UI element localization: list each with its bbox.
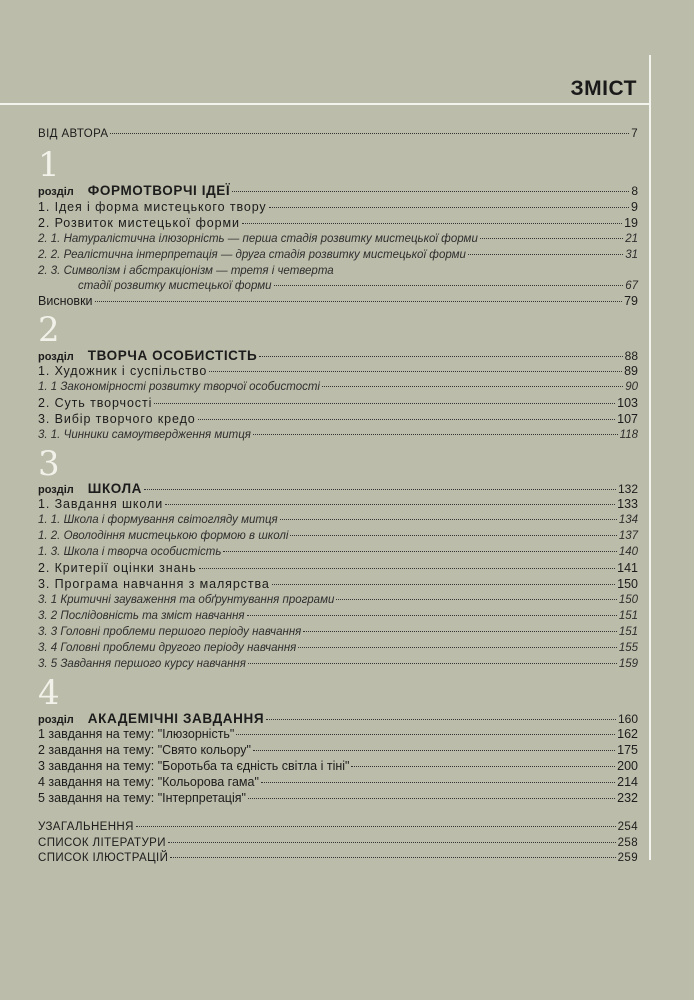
entry-page: 134 (618, 514, 638, 526)
dot-leader (280, 519, 617, 520)
section-numeral: 1 (38, 145, 60, 185)
section-numeral: 2 (38, 310, 60, 350)
toc-entry[interactable] (38, 775, 638, 790)
entry-page: 89 (624, 364, 638, 378)
toc-subentry[interactable] (38, 545, 638, 560)
toc-subentry[interactable] (38, 264, 638, 279)
entry-page: 150 (618, 594, 638, 606)
entry-text: 3. Вибір творчого кредо (38, 412, 196, 426)
dot-leader (170, 857, 615, 858)
dot-leader (322, 386, 623, 387)
toc-entry-intro[interactable] (38, 127, 638, 142)
toc-entry-closing[interactable] (38, 836, 638, 851)
dot-leader (136, 826, 616, 827)
dot-leader (236, 734, 615, 735)
dot-leader (248, 798, 615, 799)
table-of-contents (38, 0, 638, 1000)
dot-leader (95, 301, 623, 302)
entry-page: 21 (625, 233, 638, 245)
entry-page: 19 (624, 216, 638, 230)
toc-subentry[interactable] (38, 609, 638, 624)
entry-page: 107 (617, 412, 638, 426)
toc-subentry[interactable] (38, 593, 638, 608)
dot-leader (480, 238, 623, 239)
entry-text: 1. Художник і суспільство (38, 364, 208, 378)
dot-leader (303, 631, 616, 632)
toc-subentry[interactable] (38, 232, 638, 247)
dot-leader (290, 535, 616, 536)
toc-subentry[interactable] (38, 657, 638, 672)
dot-leader (261, 782, 615, 783)
entry-text: УЗАГАЛЬНЕННЯ (38, 821, 134, 833)
toc-subentry[interactable] (38, 641, 638, 656)
entry-page: 141 (617, 561, 638, 575)
section-label: розділ (38, 186, 74, 198)
entry-page: 9 (631, 200, 638, 214)
dot-leader (266, 719, 616, 720)
entry-text: ВІД АВТОРА (38, 128, 109, 140)
entry-text: 2. Розвиток мистецької форми (38, 216, 240, 230)
entry-text: 1. 2. Оволодіння мистецькою формою в школі (38, 530, 289, 542)
entry-text: 1 завдання на тему: "Ілюзорність" (38, 727, 235, 741)
toc-entry[interactable] (38, 759, 638, 774)
entry-text: 3. Програма навчання з малярства (38, 577, 270, 591)
section-numeral: 3 (38, 444, 60, 484)
entry-page: 132 (617, 482, 638, 496)
entry-text: 1. 1 Закономірності розвитку творчої особистості (38, 381, 320, 393)
entry-page: 151 (618, 626, 638, 638)
dot-leader (154, 403, 615, 404)
dot-leader (165, 504, 615, 505)
entry-text: 1. 1. Школа і формування світогляду митця (38, 514, 278, 526)
section-heading: ФОРМОТВОРЧІ ІДЕЇ (87, 183, 231, 198)
entry-text: 4 завдання на тему: "Кольорова гама" (38, 775, 259, 789)
entry-text: 1. Ідея і форма мистецького твору (38, 200, 267, 214)
entry-text: 2. Суть творчості (38, 396, 153, 410)
entry-text: СПИСОК ІЛЮСТРАЦІЙ (38, 852, 169, 864)
entry-text: 3. 1 Критичні зауваження та обґрунтування програми (38, 594, 335, 606)
dot-leader (198, 419, 615, 420)
dot-leader (253, 750, 615, 751)
entry-text: 2. Критерії оцінки знань (38, 561, 197, 575)
entry-text: СПИСОК ЛІТЕРАТУРИ (38, 837, 166, 849)
entry-page: 7 (631, 128, 638, 140)
entry-page: 151 (618, 610, 638, 622)
toc-subentry[interactable] (38, 428, 638, 443)
toc-entry[interactable] (38, 791, 638, 806)
section-heading: ТВОРЧА ОСОБИСТІСТЬ (87, 348, 258, 363)
entry-text: 1. Завдання школи (38, 497, 164, 511)
dot-leader (259, 356, 622, 357)
entry-page: 150 (617, 577, 638, 591)
toc-entry[interactable] (38, 743, 638, 758)
dot-leader (247, 615, 617, 616)
entry-page: 258 (617, 837, 638, 849)
entry-text: 2. 3. Символізм і абстракціонізм — третя і четверта (38, 265, 334, 277)
section-heading-row[interactable] (38, 348, 638, 365)
dot-leader (110, 133, 629, 134)
section-heading: ШКОЛА (87, 481, 142, 496)
entry-text: стадії розвитку мистецької форми (78, 280, 272, 292)
entry-page: 232 (617, 791, 638, 805)
section-heading: АКАДЕМІЧНІ ЗАВДАННЯ (87, 711, 265, 726)
toc-entry-closing[interactable] (38, 820, 638, 835)
dot-leader (232, 191, 629, 192)
entry-page: 8 (631, 184, 638, 198)
entry-page: 67 (625, 280, 638, 292)
entry-page: 133 (617, 497, 638, 511)
toc-entry[interactable] (38, 497, 638, 512)
entry-text: 3. 1. Чинники самоутвердження митця (38, 429, 251, 441)
entry-text: 3. 3 Головні проблеми першого періоду навчання (38, 626, 302, 638)
entry-page: 254 (617, 821, 638, 833)
entry-text: 2. 2. Реалістична інтерпретація — друга стадія розвитку мистецької форми (38, 249, 466, 261)
section-heading-row[interactable] (38, 711, 638, 728)
dot-leader (351, 766, 615, 767)
section-label: розділ (38, 714, 74, 726)
toc-entry-closing[interactable] (38, 851, 638, 866)
entry-text: 2. 1. Натуралістична ілюзорність — перша стадія розвитку мистецької форми (38, 233, 478, 245)
entry-page: 214 (617, 775, 638, 789)
entry-page: 118 (619, 429, 638, 441)
toc-entry[interactable] (38, 412, 638, 427)
dot-leader (269, 207, 629, 208)
entry-page: 140 (618, 546, 638, 558)
section-heading-row[interactable] (38, 481, 638, 498)
toc-entry[interactable] (38, 364, 638, 379)
entry-page: 31 (625, 249, 638, 261)
entry-page: 79 (624, 294, 638, 308)
dot-leader (248, 663, 617, 664)
entry-page: 90 (625, 381, 638, 393)
toc-entry[interactable] (38, 727, 638, 742)
dot-leader (272, 584, 615, 585)
toc-entry[interactable] (38, 200, 638, 215)
toc-entry[interactable] (38, 216, 638, 231)
entry-text: 2 завдання на тему: "Свято кольору" (38, 743, 251, 757)
entry-page: 103 (617, 396, 638, 410)
toc-subentry[interactable] (38, 248, 638, 263)
dot-leader (168, 842, 616, 843)
dot-leader (242, 223, 622, 224)
toc-subentry[interactable] (38, 625, 638, 640)
section-numeral: 4 (38, 673, 60, 713)
entry-page: 159 (618, 658, 638, 670)
section-label: розділ (38, 351, 74, 363)
entry-text: 5 завдання на тему: "Інтерпретація" (38, 791, 246, 805)
toc-subentry[interactable] (38, 513, 638, 528)
toc-subentry[interactable] (38, 529, 638, 544)
entry-page: 162 (617, 727, 638, 741)
toc-entry[interactable] (38, 561, 638, 576)
entry-page: 259 (617, 852, 638, 864)
entry-page: 175 (617, 743, 638, 757)
dot-leader (274, 285, 624, 286)
toc-entry[interactable] (38, 577, 638, 592)
entry-text: Висновки (38, 294, 93, 308)
entry-text: 3. 5 Завдання першого курсу навчання (38, 658, 246, 670)
toc-entry[interactable] (38, 294, 638, 309)
toc-entry[interactable] (38, 396, 638, 411)
dot-leader (336, 599, 616, 600)
dot-leader (298, 647, 616, 648)
entry-page: 160 (617, 712, 638, 726)
dot-leader (144, 489, 616, 490)
entry-page: 200 (617, 759, 638, 773)
dot-leader (468, 254, 623, 255)
section-label: розділ (38, 484, 74, 496)
dot-leader (209, 371, 622, 372)
toc-subentry-continuation[interactable] (38, 279, 638, 294)
section-heading-row[interactable] (38, 183, 638, 200)
entry-text: 1. 3. Школа і творча особистість (38, 546, 222, 558)
entry-page: 137 (618, 530, 638, 542)
toc-subentry[interactable] (38, 380, 638, 395)
dot-leader (199, 568, 615, 569)
entry-page: 88 (624, 349, 638, 363)
entry-text: 3. 4 Головні проблеми другого періоду навчання (38, 642, 297, 654)
entry-text: 3. 2 Послідовність та зміст навчання (38, 610, 245, 622)
entry-text: 3 завдання на тему: "Боротьба та єдність світла і тіні" (38, 759, 350, 773)
entry-page: 155 (618, 642, 638, 654)
dot-leader (253, 434, 618, 435)
page-title: ЗМІСТ (570, 77, 637, 100)
frame-vertical-line (649, 55, 651, 860)
dot-leader (223, 551, 616, 552)
